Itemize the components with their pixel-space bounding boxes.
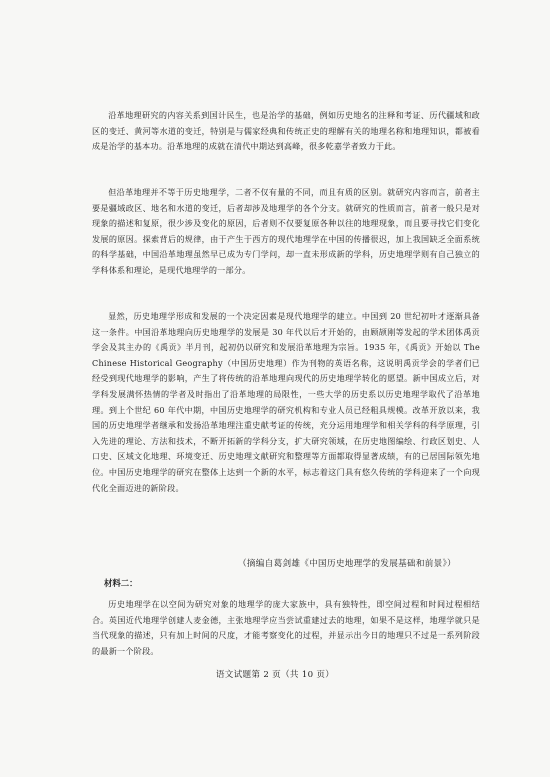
paragraph-text: 沿革地理研究的内容关系到国计民生，也是治学的基础，例如历史地名的注释和考证、历代疆域和政区的变迁、黄河等水道的变迁，特别是与儒家经典和传统正史的理解有关的地理名称和地理知识，都被看成是治学的基本功。沿革地理的成就在清代中期达到高峰，很多乾嘉学者致力于此。 [92,110,480,152]
page-footer: 语文试题第 2 页（共 10 页） [215,670,335,680]
article-paragraph-2 [92,185,480,279]
material-label: 材料二： [104,578,138,588]
article-paragraph-1 [92,108,480,155]
paragraph-text: 显然，历史地理学形成和发展的一个决定因素是现代地理学的建立。中国到 20 世纪初叶才逐渐具备这一条件。中国沿革地理向历史地理学的发展是 30 年代以后才开始的，由顾颉刚等发起的学术团体禹贡学会及其主办的《禹贡》半月刊，起初仍以研究和发展沿革地理为宗旨。1935 年，《禹贡》开始以 The Chinese Historical Geography（中国历史地理）作为刊物的英语名称，这说明禹贡学会的学者们已经受到现代地理学的影响，产生了将传统的沿革地理向现代的历史地理学转化的愿望。新中国成立后，对学科发展满怀热情的学者及时指出了沿革地理的局限性，一些大学的历史系以历史地理学取代了沿革地理。到上个世纪 60 年代中期，中国历史地理学的研究机构和专业人员已经粗具规模。改革开放以来，我国的历史地理学者继承和发扬沿革地理注重史献考证的传统，充分运用地理学和相关学科的科学原理，引入先进的理论、方法和技术，不断开拓新的学科分支，扩大研究领域，在历史地图编绘、行政区划史、人口史、区域文化地理、环境变迁、历史地理文献研究和整理等方面都取得显著成绩，有的已居国际领先地位。中国历史地理学的研究在整体上达到一个新的水平，标志着这门具有悠久传统的学科迎来了一个向现代化全面迈进的新阶段。 [92,311,480,493]
paragraph-text: 历史地理学在以空间为研究对象的地理学的庞大家族中，具有独特性，即空间过程和时间过程相结合。英国近代地理学创建人麦金德，主张地理学应当尝试重建过去的地理，如果不是这样，地理学就只是当代现象的描述，只有加上时间的尺度，才能考察变化的过程，并显示出今日的地理只不过是一系列阶段的最新一个阶段。 [92,599,480,656]
paragraph-text: 但沿革地理并不等于历史地理学，二者不仅有量的不同，而且有质的区别。就研究内容而言，前者主要是疆域政区、地名和水道的变迁，后者却涉及地理学的各个分支。就研究的性质而言，前者一般只是对现象的描述和复原，很少涉及变化的原因，后者则不仅要复原各种以往的地理现象，而且要寻找它们变化发展的原因。探索背后的规律，由于产生于西方的现代地理学在中国的传播很迟，加上我国缺乏全面系统的科学基础，中国沿革地理虽然早已成为专门学问，却一直未形成新的学科，历史地理学则有自己独立的学科体系和理论，是现代地理学的一部分。 [92,187,480,275]
source-citation: （摘编自葛剑雄《中国历史地理学的发展基础和前景》） [238,559,457,569]
article-paragraph-3 [92,309,480,496]
material-two-paragraph [92,597,480,659]
